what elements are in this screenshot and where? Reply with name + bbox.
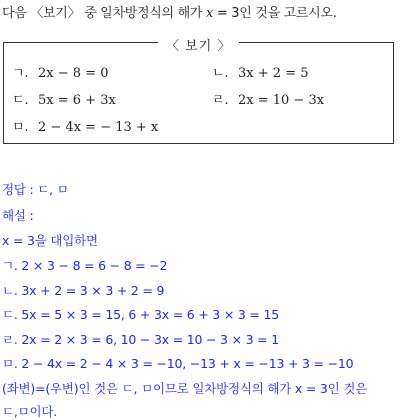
example-equation: 2x − 8 = 0 (38, 66, 109, 81)
example-item (12, 62, 108, 81)
example-equation: 2x = 10 − 3x (238, 93, 325, 108)
example-mark: ㄴ. (212, 66, 229, 81)
example-mark: ㄱ. (12, 66, 29, 81)
example-item (12, 116, 158, 135)
question-text (2, 2, 337, 21)
solution-line: ㄴ. 3x + 2 = 3 × 3 + 2 = 9 (2, 283, 165, 298)
example-mark: ㅁ. (12, 120, 29, 135)
solution-line: ㄹ. 2x = 2 × 3 = 6, 10 − 3x = 10 − 3 × 3 = 1 (2, 332, 279, 347)
example-mark: ㄷ. (12, 93, 29, 108)
answer-line: 정답 : ㄷ, ㅁ (2, 182, 69, 197)
example-mark: ㄹ. (212, 93, 229, 108)
question-variable: x (205, 6, 213, 21)
solution-line: ㄱ. 2 × 3 − 8 = 6 − 8 = −2 (2, 258, 168, 273)
solution-conclusion-end: ㄷ,ㅁ이다. (2, 404, 58, 419)
solution-line: ㄷ. 5x = 5 × 3 = 15, 6 + 3x = 6 + 3 × 3 = 15 (2, 307, 279, 322)
question-suffix: 인 것을 고르시오. (239, 6, 337, 21)
example-item (12, 89, 116, 108)
example-item (212, 62, 308, 81)
example-equation: 2 − 4x = − 13 + x (38, 120, 159, 135)
solution-conclusion: (좌변)=(우변)인 것은 ㄷ, ㅁ이므로 일차방정식의 해가 x = 3인 것은 (2, 381, 368, 396)
solution-line: ㅁ. 2 − 4x = 2 − 4 × 3 = −10, −13 + x = −13 + 3 = −10 (2, 356, 354, 371)
solution-heading: 해설 : (2, 208, 34, 223)
example-equation: 5x = 6 + 3x (38, 93, 116, 108)
example-item (212, 89, 324, 108)
example-equation: 3x + 2 = 5 (238, 66, 309, 81)
question-prefix: 다음 〈보기〉 중 일차방정식의 해가 (2, 6, 203, 21)
question-equation: = 3 (212, 6, 240, 21)
solution-intro: x = 3을 대입하면 (2, 233, 98, 248)
examples-box-title: 〈 보기 〉 (158, 35, 239, 54)
